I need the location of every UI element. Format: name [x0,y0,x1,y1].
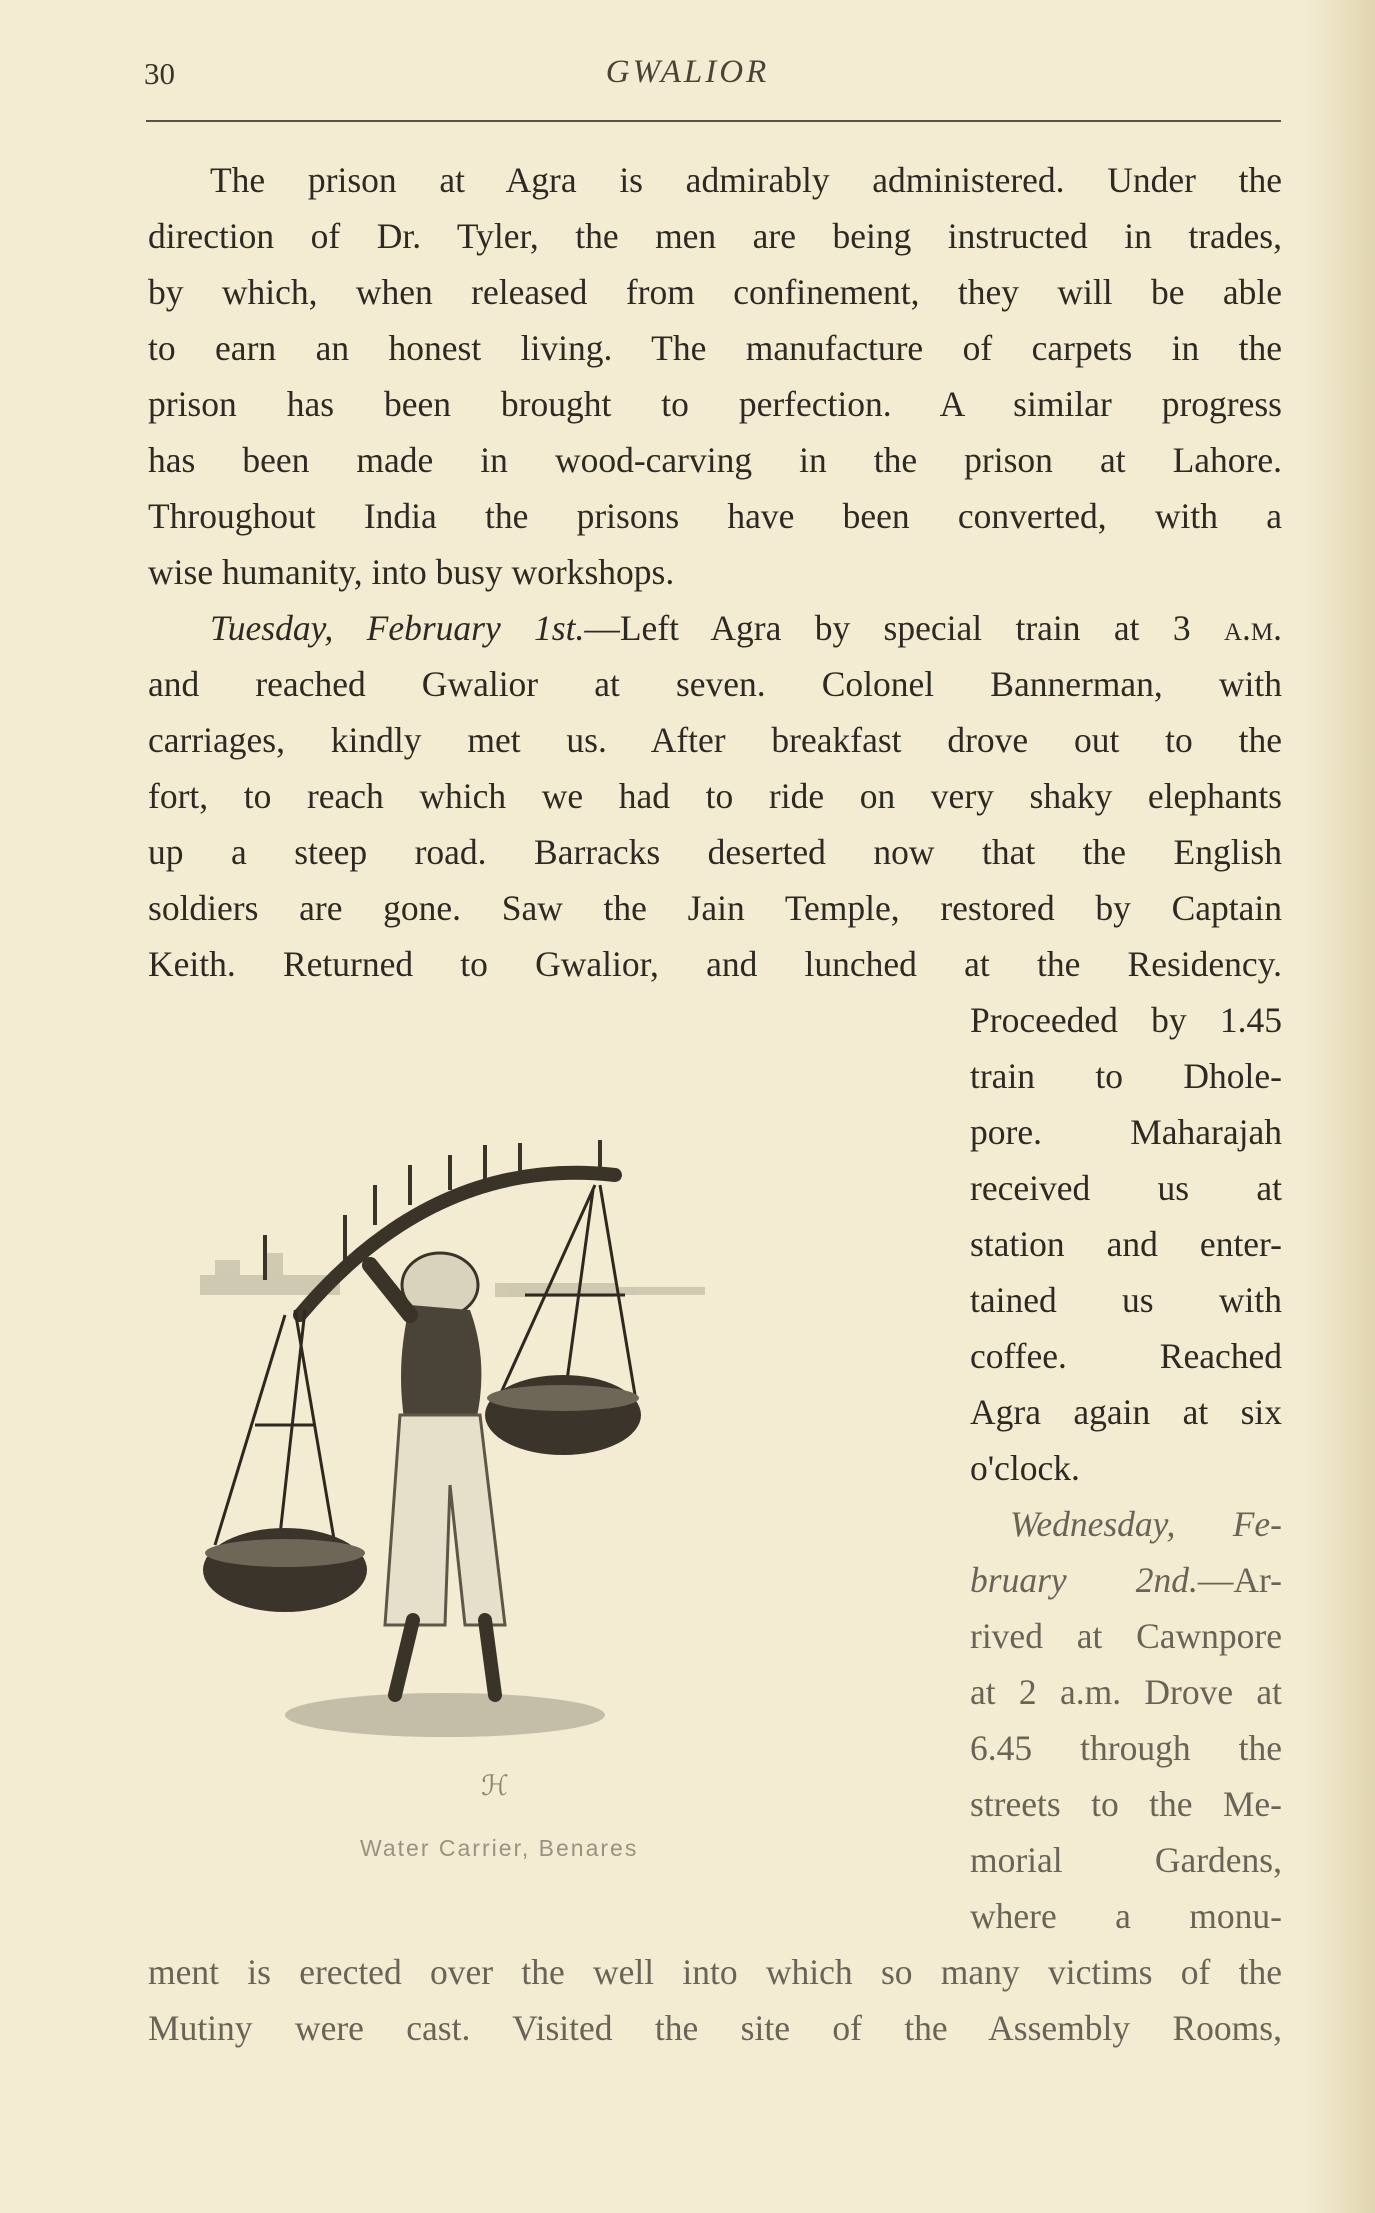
legs [395,1620,495,1695]
column-line: Agra again at six [970,1392,1282,1432]
dateline-wednesday-cont: bruary 2nd. [970,1560,1198,1600]
column-line: Proceeded by 1.45 [970,1000,1282,1040]
right-basket-rim [487,1385,639,1411]
paragraph-1-line: wise humanity, into busy workshops. [148,552,675,592]
paragraph-3-line: Mutiny were cast. Visited the site of the Assembly Rooms, [148,2008,1282,2048]
ground-shadow [285,1693,605,1737]
left-basket-rim [205,1539,365,1567]
paragraph-1-line: Throughout India the prisons have been converted, with a [148,496,1282,536]
page-number: 30 [144,56,175,91]
paragraph-2-line: carriages, kindly met us. After breakfast drove out to the [148,720,1282,760]
column-line: coffee. Reached [970,1336,1282,1376]
paragraph-1-line: by which, when released from confinement, they will be able [148,272,1282,312]
paragraph-1-line: has been made in wood-carving in the prison at Lahore. [148,440,1282,480]
dateline-wednesday: Wednesday, Fe- [1010,1504,1282,1544]
left-basket-ropes [215,1310,335,1545]
column-line: morial Gardens, [970,1840,1282,1880]
column-line: rived at Cawnpore [970,1616,1282,1656]
column-line: o'clock. [970,1448,1080,1488]
paragraph-1-line: prison has been brought to perfection. A similar progress [148,384,1282,424]
column-line: pore. Maharajah [970,1112,1282,1152]
column-line: station and enter- [970,1224,1282,1264]
torso [401,1305,481,1425]
column-line: tained us with [970,1280,1282,1320]
paragraph-2-first-line-text: —Left Agra by special train at 3 [584,608,1224,648]
paragraph-2-line: up a steep road. Barracks deserted now that the English [148,832,1282,872]
page-edge-shading [1305,0,1375,2213]
paragraph-1-line: The prison at Agra is admirably administered. Under the [210,160,1282,200]
column-line: where a monu- [970,1896,1282,1936]
paragraph-2-line: soldiers are gone. Saw the Jain Temple, restored by Captain [148,888,1282,928]
column-line: 6.45 through the [970,1728,1282,1768]
column-line: received us at [970,1168,1282,1208]
column-line: streets to the Me- [970,1784,1282,1824]
running-title: GWALIOR [605,54,770,90]
paragraph-3-line: ment is erected over the well into which so many victims of the [148,1952,1282,1992]
paragraph-2-first-line [210,600,1282,656]
paragraph-2-line: fort, to reach which we had to ride on very shaky elephants [148,776,1282,816]
paragraph-2-line: Keith. Returned to Gwalior, and lunched at the Residency. [148,944,1282,984]
dhoti [385,1415,505,1625]
dateline-tuesday: Tuesday, February 1st. [210,608,585,648]
header-rule [146,120,1281,122]
column-line: at 2 a.m. Drove at [970,1672,1282,1712]
paragraph-1-line: direction of Dr. Tyler, the men are being instructed in trades, [148,216,1282,256]
paragraph-1-line: to earn an honest living. The manufacture of carpets in the [148,328,1282,368]
column-line: bruary 2nd.—Ar- [970,1560,1282,1600]
illustration-caption: Water Carrier, Benares [360,1835,639,1861]
time-am: a.m. [1223,608,1282,648]
water-carrier-illustration [195,1065,895,1825]
engraver-mark: ℋ [481,1769,509,1802]
paragraph-2-line: and reached Gwalior at seven. Colonel Bannerman, with [148,664,1282,704]
column-line: train to Dhole- [970,1056,1282,1096]
